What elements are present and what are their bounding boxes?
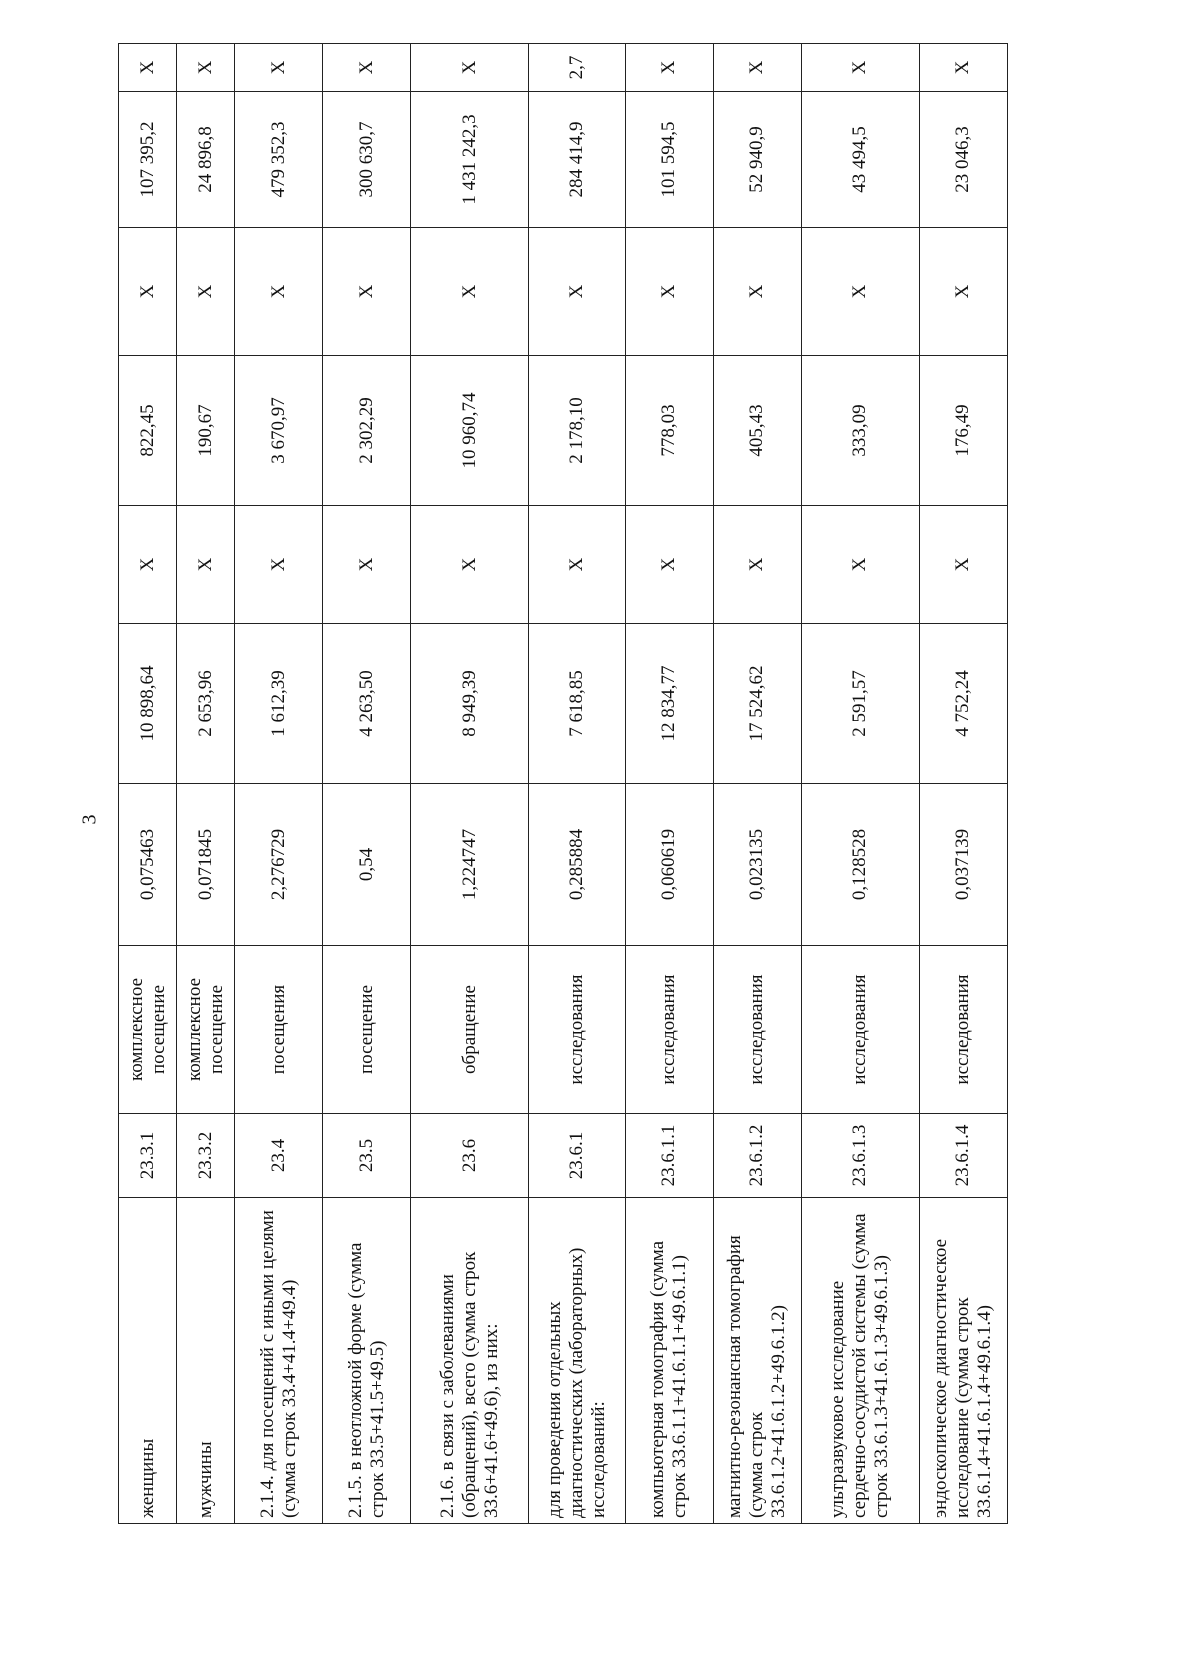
table-row xyxy=(529,44,625,1524)
unit-cell: исследования xyxy=(625,946,713,1114)
unit-cell: посещения xyxy=(235,946,323,1114)
value-cell-2: 1 612,39 xyxy=(235,624,323,784)
table-row xyxy=(919,44,1007,1524)
table-row xyxy=(625,44,713,1524)
row-name-cell: для проведения отдельных диагностических (лабораторных) исследований: xyxy=(529,1198,625,1524)
row-name-cell: 2.1.5. в неотложной форме (сумма строк 33.5+41.5+49.5) xyxy=(323,1198,411,1524)
value-cell-2: 4 752,24 xyxy=(919,624,1007,784)
value-cell-2: 8 949,39 xyxy=(411,624,529,784)
row-code-cell: 23.3.2 xyxy=(177,1114,235,1198)
table-row xyxy=(411,44,529,1524)
value-cell-2: 2 653,96 xyxy=(177,624,235,784)
row-code-cell: 23.5 xyxy=(323,1114,411,1198)
value-cell-5: X xyxy=(119,228,177,356)
value-cell-4: 10 960,74 xyxy=(411,356,529,506)
value-cell-3: X xyxy=(529,506,625,624)
table-row xyxy=(801,44,919,1524)
row-code-cell: 23.6.1 xyxy=(529,1114,625,1198)
data-table xyxy=(118,43,1008,1524)
row-code-cell: 23.4 xyxy=(235,1114,323,1198)
table-row xyxy=(235,44,323,1524)
row-code-cell: 23.6.1.4 xyxy=(919,1114,1007,1198)
value-cell-6: 1 431 242,3 xyxy=(411,92,529,228)
unit-cell: посещение xyxy=(323,946,411,1114)
value-cell-6: 300 630,7 xyxy=(323,92,411,228)
row-code-cell: 23.6.1.1 xyxy=(625,1114,713,1198)
value-cell-4: 778,03 xyxy=(625,356,713,506)
value-cell-5: X xyxy=(411,228,529,356)
table-row xyxy=(177,44,235,1524)
value-cell-2: 2 591,57 xyxy=(801,624,919,784)
row-code-cell: 23.6 xyxy=(411,1114,529,1198)
unit-cell: исследования xyxy=(919,946,1007,1114)
row-name-cell: компьютерная томография (сумма строк 33.6.1.1+41.6.1.1+49.6.1.1) xyxy=(625,1198,713,1524)
value-cell-4: 822,45 xyxy=(119,356,177,506)
value-cell-1: 0,075463 xyxy=(119,784,177,946)
value-cell-3: X xyxy=(119,506,177,624)
value-cell-3: X xyxy=(919,506,1007,624)
value-cell-5: X xyxy=(713,228,801,356)
value-cell-5: X xyxy=(625,228,713,356)
value-cell-7: X xyxy=(919,44,1007,92)
value-cell-2: 4 263,50 xyxy=(323,624,411,784)
value-cell-5: X xyxy=(801,228,919,356)
value-cell-1: 0,128528 xyxy=(801,784,919,946)
row-code-cell: 23.6.1.3 xyxy=(801,1114,919,1198)
value-cell-4: 333,09 xyxy=(801,356,919,506)
value-cell-6: 24 896,8 xyxy=(177,92,235,228)
value-cell-4: 405,43 xyxy=(713,356,801,506)
value-cell-1: 0,060619 xyxy=(625,784,713,946)
value-cell-6: 479 352,3 xyxy=(235,92,323,228)
value-cell-6: 43 494,5 xyxy=(801,92,919,228)
row-name-cell: эндоскопическое диагностическое исследование (сумма строк 33.6.1.4+41.6.1.4+49.6.1.4) xyxy=(919,1198,1007,1524)
value-cell-7: X xyxy=(713,44,801,92)
value-cell-5: X xyxy=(323,228,411,356)
unit-cell: комплексное посещение xyxy=(177,946,235,1114)
value-cell-5: X xyxy=(235,228,323,356)
page-number: 3 xyxy=(78,814,101,825)
value-cell-2: 12 834,77 xyxy=(625,624,713,784)
value-cell-1: 2,276729 xyxy=(235,784,323,946)
value-cell-2: 17 524,62 xyxy=(713,624,801,784)
table-row xyxy=(713,44,801,1524)
value-cell-6: 284 414,9 xyxy=(529,92,625,228)
row-name-cell: магнитно-резонансная томография (сумма строк 33.6.1.2+41.6.1.2+49.6.1.2) xyxy=(713,1198,801,1524)
value-cell-4: 2 302,29 xyxy=(323,356,411,506)
value-cell-3: X xyxy=(625,506,713,624)
value-cell-7: X xyxy=(235,44,323,92)
value-cell-7: X xyxy=(119,44,177,92)
value-cell-4: 2 178,10 xyxy=(529,356,625,506)
unit-cell: исследования xyxy=(801,946,919,1114)
unit-cell: исследования xyxy=(713,946,801,1114)
value-cell-3: X xyxy=(801,506,919,624)
row-code-cell: 23.3.1 xyxy=(119,1114,177,1198)
value-cell-6: 23 046,3 xyxy=(919,92,1007,228)
value-cell-3: X xyxy=(177,506,235,624)
unit-cell: исследования xyxy=(529,946,625,1114)
row-code-cell: 23.6.1.2 xyxy=(713,1114,801,1198)
value-cell-3: X xyxy=(235,506,323,624)
row-name-cell: 2.1.6. в связи с заболеваниями (обращений), всего (сумма строк 33.6+41.6+49.6), из них: xyxy=(411,1198,529,1524)
value-cell-3: X xyxy=(411,506,529,624)
table-row xyxy=(323,44,411,1524)
value-cell-4: 190,67 xyxy=(177,356,235,506)
value-cell-7: 2,7 xyxy=(529,44,625,92)
value-cell-2: 10 898,64 xyxy=(119,624,177,784)
value-cell-6: 107 395,2 xyxy=(119,92,177,228)
value-cell-1: 0,071845 xyxy=(177,784,235,946)
value-cell-7: X xyxy=(411,44,529,92)
row-name-cell: 2.1.4. для посещений с иными целями (сумма строк 33.4+41.4+49.4) xyxy=(235,1198,323,1524)
value-cell-3: X xyxy=(713,506,801,624)
value-cell-1: 0,54 xyxy=(323,784,411,946)
unit-cell: комплексное посещение xyxy=(119,946,177,1114)
value-cell-6: 52 940,9 xyxy=(713,92,801,228)
value-cell-5: X xyxy=(919,228,1007,356)
value-cell-7: X xyxy=(625,44,713,92)
value-cell-5: X xyxy=(529,228,625,356)
value-cell-7: X xyxy=(801,44,919,92)
value-cell-7: X xyxy=(323,44,411,92)
unit-cell: обращение xyxy=(411,946,529,1114)
value-cell-6: 101 594,5 xyxy=(625,92,713,228)
row-name-cell: мужчины xyxy=(177,1198,235,1524)
value-cell-3: X xyxy=(323,506,411,624)
value-cell-5: X xyxy=(177,228,235,356)
value-cell-7: X xyxy=(177,44,235,92)
table-row xyxy=(119,44,177,1524)
value-cell-1: 0,037139 xyxy=(919,784,1007,946)
value-cell-2: 7 618,85 xyxy=(529,624,625,784)
row-name-cell: женщины xyxy=(119,1198,177,1524)
row-name-cell: ультразвуковое исследование сердечно-сосудистой системы (сумма строк 33.6.1.3+41.6.1.3+49.6.1.3) xyxy=(801,1198,919,1524)
value-cell-1: 0,285884 xyxy=(529,784,625,946)
value-cell-1: 0,023135 xyxy=(713,784,801,946)
rotated-table-container xyxy=(118,44,1008,1524)
value-cell-4: 176,49 xyxy=(919,356,1007,506)
value-cell-1: 1,224747 xyxy=(411,784,529,946)
value-cell-4: 3 670,97 xyxy=(235,356,323,506)
